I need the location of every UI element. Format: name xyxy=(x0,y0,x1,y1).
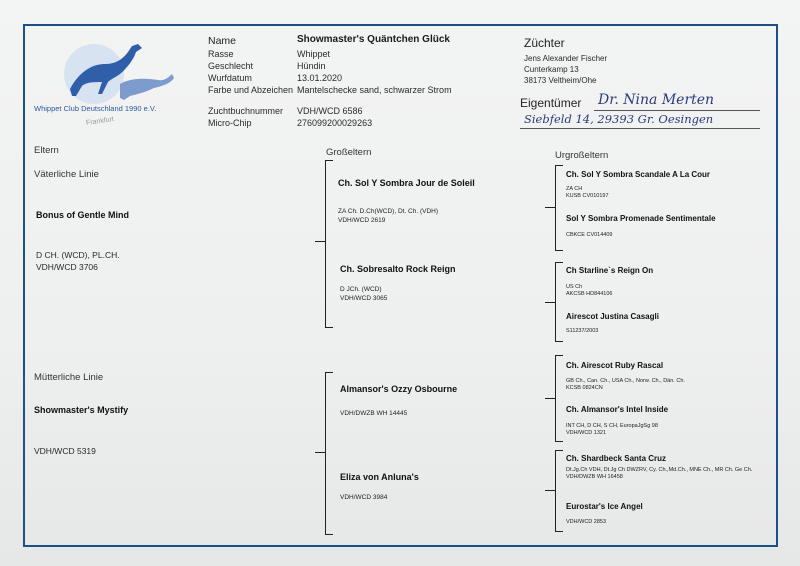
sire-reg: VDH/WCD 3706 xyxy=(36,262,98,272)
owner-address-line xyxy=(520,128,760,129)
grandparent-name: Ch. Sobresalto Rock Reign xyxy=(340,264,456,274)
label-color: Farbe und Abzeichen xyxy=(208,85,294,95)
grandparent-reg: VDH/WCD 3984 xyxy=(340,494,388,501)
bracket-gp-sire-top xyxy=(325,160,333,161)
label-studbook: Zuchtbuchnummer xyxy=(208,106,284,116)
dog-sex: Hündin xyxy=(297,61,326,71)
label-dob: Wurfdatum xyxy=(208,73,252,83)
bracket-ggp-4-bottom xyxy=(555,531,563,532)
bracket-gp-dam-bottom xyxy=(325,534,333,535)
sire-titles: D CH. (WCD), PL.CH. xyxy=(36,250,120,260)
dam-line-label: Mütterliche Linie xyxy=(34,372,104,383)
bracket-ggp-1-tick xyxy=(545,207,555,208)
bracket-ggp-3-bottom xyxy=(555,441,563,442)
ggp-line1: ZA CH xyxy=(566,186,583,192)
bracket-gp-sire xyxy=(325,160,326,328)
ggp-name: Airescot Justina Casagli xyxy=(566,312,659,321)
bracket-gp-dam-tick xyxy=(315,452,325,453)
whippet-logo xyxy=(50,34,178,106)
grandparent-titles: ZA Ch. D.Ch(WCD), Dt. Ch. (VDH) xyxy=(338,208,439,215)
owner-name: Dr. Nina Merten xyxy=(598,92,715,108)
bracket-ggp-3-top xyxy=(555,355,563,356)
header-parents: Eltern xyxy=(34,145,59,156)
ggp-line2: VDH/WCD 1321 xyxy=(566,430,607,436)
ggp-name: Sol Y Sombra Promenade Sentimentale xyxy=(566,214,716,223)
grandparent-titles: D JCh. (WCD) xyxy=(340,286,382,293)
sire-line-label: Väterliche Linie xyxy=(34,169,99,180)
ggp-line1: INT CH, D CH, S CH, EuropaJgSg 98 xyxy=(566,423,658,429)
owner-name-line xyxy=(594,110,760,111)
bracket-ggp-1-top xyxy=(555,165,563,166)
grandparent-name: Ch. Sol Y Sombra Jour de Soleil xyxy=(338,178,475,188)
dam-reg: VDH/WCD 5319 xyxy=(34,446,96,456)
ggp-name: Ch Starline`s Reign On xyxy=(566,266,654,275)
label-name: Name xyxy=(208,35,237,47)
bracket-gp-dam-top xyxy=(325,372,333,373)
bracket-ggp-2-tick xyxy=(545,302,555,303)
bracket-ggp-4-tick xyxy=(545,490,555,491)
grandparent-name: Eliza von Anluna's xyxy=(340,472,419,482)
ggp-line2: KUSB CV010197 xyxy=(566,193,609,199)
ggp-line1: Dt.Jg.Ch VDH, Dt.Jg Ch DWZRV, Cy. Ch.,Md.Ch., MNE Ch., MR Ch. Ge Ch. xyxy=(566,467,753,473)
bracket-gp-sire-tick xyxy=(315,241,325,242)
header-greatgrandparents: Urgroßeltern xyxy=(555,150,609,161)
ggp-line1: US Ch xyxy=(566,284,583,290)
ggp-name: Ch. Shardbeck Santa Cruz xyxy=(566,454,667,463)
dog-name: Showmaster's Quäntchen Glück xyxy=(297,34,450,45)
bracket-ggp-4 xyxy=(555,450,556,532)
ggp-line1: CBKCE CV014409 xyxy=(566,232,613,238)
grandparent-name: Almansor's Ozzy Osbourne xyxy=(340,384,458,394)
bracket-ggp-3 xyxy=(555,355,556,442)
ggp-line1: GB Ch., Can. Ch., USA Ch., Norw. Ch., Dän. Ch. xyxy=(566,378,685,384)
ggp-line2: AKCSB HD844106 xyxy=(566,291,613,297)
bracket-ggp-3-tick xyxy=(545,398,555,399)
bracket-ggp-4-top xyxy=(555,450,563,451)
ggp-line2: VDH/DWZB WH 16458 xyxy=(566,474,623,480)
breeder-label: Züchter xyxy=(524,36,565,50)
bracket-ggp-2-top xyxy=(555,262,563,263)
grandparent-reg: VDH/DWZB WH 14445 xyxy=(340,410,408,417)
label-breed: Rasse xyxy=(208,49,234,59)
dog-color: Mantelschecke sand, schwarzer Strom xyxy=(297,85,452,95)
header-grandparents: Großeltern xyxy=(326,147,372,158)
label-chip: Micro-Chip xyxy=(208,118,252,128)
dog-dob: 13.01.2020 xyxy=(297,73,343,83)
bracket-ggp-2-bottom xyxy=(555,341,563,342)
sire-name: Bonus of Gentle Mind xyxy=(36,210,129,220)
club-name: Whippet Club Deutschland 1990 e.V. xyxy=(34,104,157,113)
bracket-ggp-1 xyxy=(555,165,556,251)
ggp-line1: S11237/2003 xyxy=(566,328,599,334)
bracket-ggp-1-bottom xyxy=(555,250,563,251)
breeder-city: 38173 Veltheim/Ohe xyxy=(524,76,597,85)
breeder-street: Cunterkamp 13 xyxy=(524,65,579,74)
ggp-name: Eurostar's Ice Angel xyxy=(566,502,643,511)
breeder-name: Jens Alexander Fischer xyxy=(524,54,608,63)
bracket-ggp-2 xyxy=(555,262,556,342)
ggp-name: Ch. Airescot Ruby Rascal xyxy=(566,361,664,370)
label-sex: Geschlecht xyxy=(208,61,254,71)
dog-chip: 276099200029263 xyxy=(297,118,373,128)
owner-address: Siebfeld 14, 29393 Gr. Oesingen xyxy=(524,112,714,126)
ggp-line2: KCSB 0824CN xyxy=(566,385,603,391)
ggp-name: Ch. Almansor's Intel Inside xyxy=(566,405,669,414)
grandparent-reg: VDH/WCD 3065 xyxy=(340,295,388,302)
owner-label: Eigentümer xyxy=(520,96,582,110)
dog-breed: Whippet xyxy=(297,49,331,59)
club-stamp: Frankfurt xyxy=(85,116,115,127)
dam-name: Showmaster's Mystify xyxy=(34,405,129,415)
dog-studbook: VDH/WCD 6586 xyxy=(297,106,363,116)
ggp-line1: VDH/WCD 2853 xyxy=(566,519,607,525)
ggp-name: Ch. Sol Y Sombra Scandale A La Cour xyxy=(566,170,711,179)
bracket-gp-sire-bottom xyxy=(325,327,333,328)
grandparent-reg: VDH/WCD 2619 xyxy=(338,217,386,224)
bracket-gp-dam xyxy=(325,372,326,535)
